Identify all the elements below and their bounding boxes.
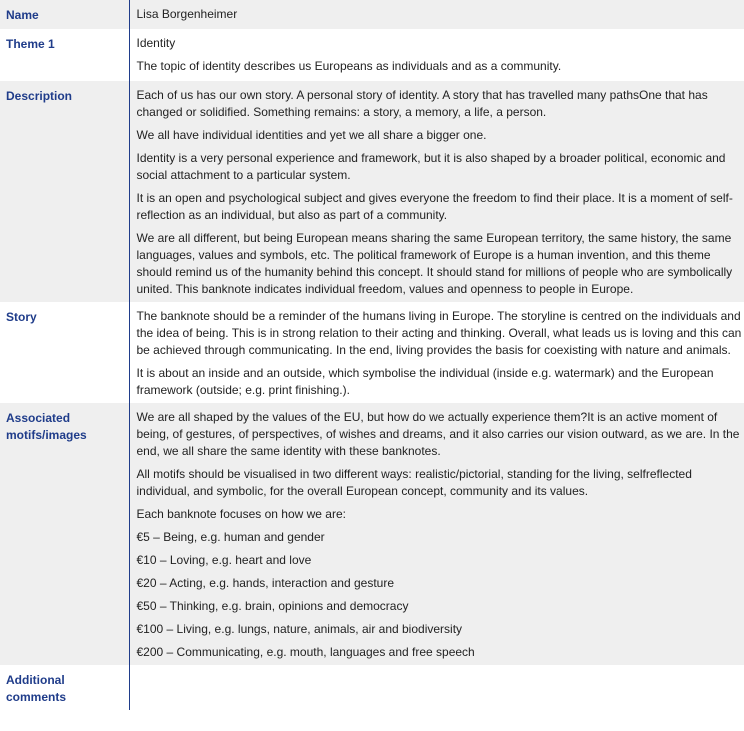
motif-item: €10 – Loving, e.g. heart and love (136, 553, 312, 567)
motifs-paragraph: Each banknote focuses on how we are: (136, 507, 346, 521)
motif-item: €200 – Communicating, e.g. mouth, languages and free speech (136, 645, 475, 659)
name-row (0, 0, 744, 29)
description-paragraph: It is an open and psychological subject and gives everyone the freedom to find their place. It is a moment of self-reflection as an individual, but also as part of a community. (136, 191, 733, 222)
name-value: Lisa Borgenheimer (129, 0, 744, 29)
story-paragraph: The banknote should be a reminder of the humans living in Europe. The storyline is centred on the individuals and the idea of being. This is in strong relation to their acting and thinking. Overall, what leads us is loving and this can be achieved through communicating. In the end, living provides the basis for coexisting with nature and animals. (136, 309, 742, 357)
story-row (0, 302, 744, 403)
motifs-row (0, 403, 744, 665)
motifs-paragraph: All motifs should be visualised in two different ways: realistic/pictorial, standing for the living, selfreflected individual, and symbolic, for the overall European concept, community and its values. (136, 467, 692, 498)
name-label: Name (0, 0, 129, 29)
description-paragraph: We are all different, but being European means sharing the same European territory, the same history, the same languages, values and symbols, etc. The political framework of Europe is a human invention, and this theme should remind us of the humanity behind this concept. It should stand for millions of people who are symbolically united. This banknote indicates individual freedom, values and openness to people in Europe. (136, 231, 733, 296)
story-paragraph: It is about an inside and an outside, which symbolise the individual (inside e.g. watermark) and the European framework (outside; e.g. print finishing.). (136, 366, 714, 397)
motif-item: €20 – Acting, e.g. hands, interaction and gesture (136, 576, 395, 590)
description-label: Description (0, 81, 129, 302)
story-label: Story (0, 302, 129, 403)
motifs-value (129, 403, 744, 665)
comments-value (129, 665, 744, 710)
comments-row (0, 665, 744, 710)
description-row (0, 81, 744, 302)
motif-item: €5 – Being, e.g. human and gender (136, 530, 325, 544)
description-value (129, 81, 744, 302)
theme-title: Identity (136, 36, 176, 50)
description-paragraph: Identity is a very personal experience and framework, but it is also shaped by a broader political, economic and social attachment to a particular system. (136, 151, 726, 182)
motifs-label: Associated motifs/images (0, 403, 129, 665)
motifs-paragraph: We are all shaped by the values of the EU, but how do we actually experience them?It is an active moment of being, of gestures, of perspectives, of wishes and dreams, and it also carries our vision outward, as we are. In the end, we all share the same identity with these banknotes. (136, 410, 740, 458)
motif-item: €50 – Thinking, e.g. brain, opinions and democracy (136, 599, 409, 613)
theme-label: Theme 1 (0, 29, 129, 81)
description-paragraph: Each of us has our own story. A personal story of identity. A story that has travelled many pathsOne that has changed or solidified. Something remains: a story, a memory, a life, a person. (136, 88, 708, 119)
comments-label: Additional comments (0, 665, 129, 710)
motif-item: €100 – Living, e.g. lungs, nature, animals, air and biodiversity (136, 622, 463, 636)
story-value (129, 302, 744, 403)
theme-row (0, 29, 744, 81)
theme-summary: The topic of identity describes us Europeans as individuals and as a community. (136, 59, 562, 73)
theme-value (129, 29, 744, 81)
description-paragraph: We all have individual identities and yet we all share a bigger one. (136, 128, 487, 142)
